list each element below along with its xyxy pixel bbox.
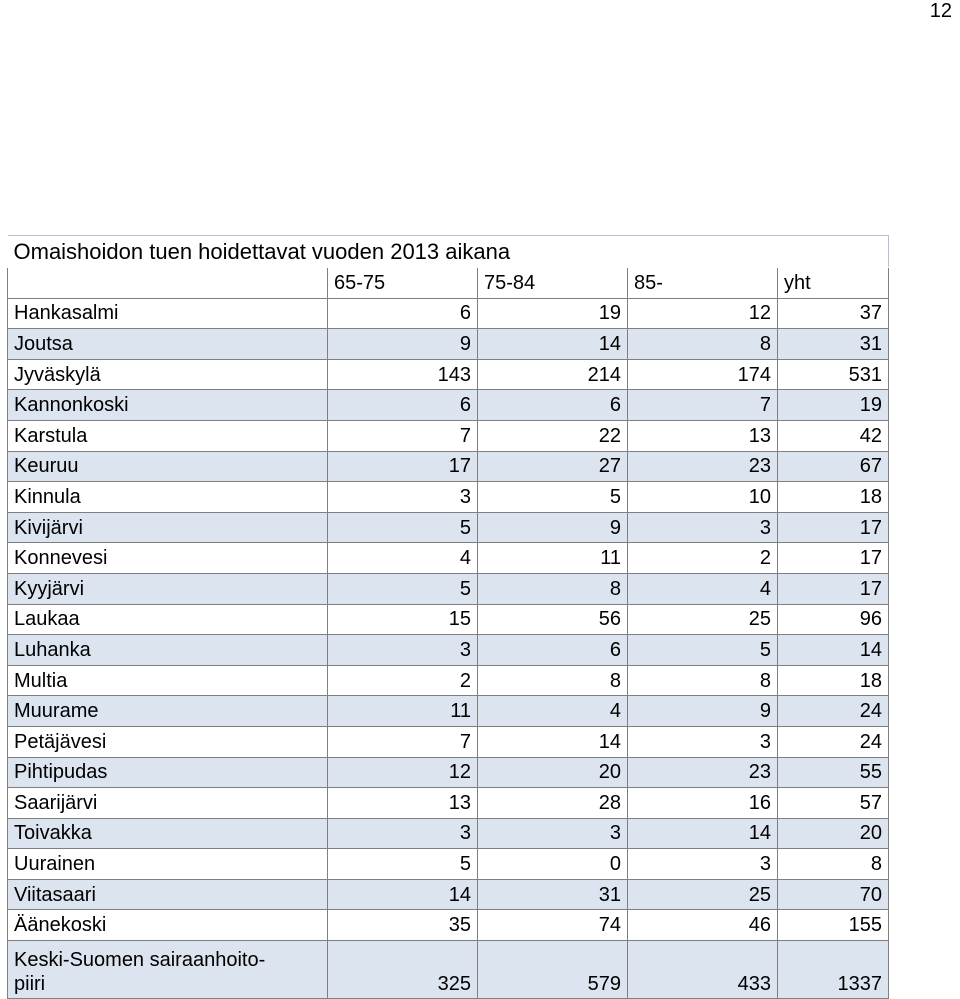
table-row xyxy=(8,543,889,574)
table-cell: 579 xyxy=(478,941,628,999)
table-cell: 14 xyxy=(328,879,478,910)
table-cell: 23 xyxy=(628,757,778,788)
column-header-85: 85- xyxy=(628,268,778,299)
row-label: Äänekoski xyxy=(8,910,328,941)
row-label: Viitasaari xyxy=(8,879,328,910)
row-label: Toivakka xyxy=(8,818,328,849)
table-row xyxy=(8,329,889,360)
table-cell: 15 xyxy=(328,604,478,635)
table-row xyxy=(8,420,889,451)
table-title: Omaishoidon tuen hoidettavat vuoden 2013 aikana xyxy=(8,236,889,268)
table-cell: 18 xyxy=(778,482,889,513)
table-cell: 3 xyxy=(478,818,628,849)
table-cell: 5 xyxy=(328,512,478,543)
column-header-75-84: 75-84 xyxy=(478,268,628,299)
table-row xyxy=(8,298,889,329)
table-cell: 25 xyxy=(628,879,778,910)
table-cell: 11 xyxy=(328,696,478,727)
row-label: Uurainen xyxy=(8,849,328,880)
table-cell: 8 xyxy=(628,665,778,696)
table-header-row xyxy=(8,268,889,299)
table-cell: 5 xyxy=(328,849,478,880)
table-cell: 37 xyxy=(778,298,889,329)
table-cell: 57 xyxy=(778,788,889,819)
table-row xyxy=(8,573,889,604)
table-row xyxy=(8,635,889,666)
table-cell: 17 xyxy=(778,543,889,574)
table-cell: 143 xyxy=(328,359,478,390)
table-cell: 19 xyxy=(478,298,628,329)
table-row xyxy=(8,665,889,696)
table-cell: 3 xyxy=(628,512,778,543)
table-row xyxy=(8,879,889,910)
table-row xyxy=(8,726,889,757)
table-cell: 531 xyxy=(778,359,889,390)
table-cell: 3 xyxy=(328,818,478,849)
table-cell: 46 xyxy=(628,910,778,941)
table-row xyxy=(8,390,889,421)
table-cell: 19 xyxy=(778,390,889,421)
table-cell: 31 xyxy=(778,329,889,360)
table-cell: 74 xyxy=(478,910,628,941)
table-cell: 433 xyxy=(628,941,778,999)
table-cell: 96 xyxy=(778,604,889,635)
table-row xyxy=(8,910,889,941)
table-cell: 325 xyxy=(328,941,478,999)
data-table-container xyxy=(7,235,888,999)
table-cell: 7 xyxy=(628,390,778,421)
table-cell: 10 xyxy=(628,482,778,513)
table-row xyxy=(8,451,889,482)
table-cell: 70 xyxy=(778,879,889,910)
table-cell: 23 xyxy=(628,451,778,482)
table-cell: 25 xyxy=(628,604,778,635)
table-row-total-district xyxy=(8,941,889,999)
table-row xyxy=(8,482,889,513)
table-cell: 14 xyxy=(628,818,778,849)
row-label: Karstula xyxy=(8,420,328,451)
column-header-65-75: 65-75 xyxy=(328,268,478,299)
table-cell: 4 xyxy=(628,573,778,604)
table-cell: 22 xyxy=(478,420,628,451)
data-table xyxy=(7,235,889,999)
table-cell: 13 xyxy=(328,788,478,819)
row-label: Luhanka xyxy=(8,635,328,666)
table-cell: 0 xyxy=(478,849,628,880)
row-label-line2: piiri xyxy=(14,973,46,996)
table-cell: 7 xyxy=(328,420,478,451)
table-cell: 3 xyxy=(628,726,778,757)
table-cell: 2 xyxy=(628,543,778,574)
header-blank-cell xyxy=(8,268,328,299)
table-cell: 17 xyxy=(328,451,478,482)
table-cell: 42 xyxy=(778,420,889,451)
table-cell: 31 xyxy=(478,879,628,910)
table-row xyxy=(8,696,889,727)
row-label: Kyyjärvi xyxy=(8,573,328,604)
table-cell: 174 xyxy=(628,359,778,390)
row-label xyxy=(8,941,328,999)
table-cell: 4 xyxy=(478,696,628,727)
table-cell: 14 xyxy=(478,329,628,360)
table-cell: 3 xyxy=(328,482,478,513)
table-cell: 5 xyxy=(478,482,628,513)
table-cell: 3 xyxy=(628,849,778,880)
table-cell: 55 xyxy=(778,757,889,788)
row-label: Saarijärvi xyxy=(8,788,328,819)
table-cell: 155 xyxy=(778,910,889,941)
table-cell: 8 xyxy=(628,329,778,360)
table-cell: 9 xyxy=(478,512,628,543)
table-row xyxy=(8,512,889,543)
table-cell: 28 xyxy=(478,788,628,819)
table-row xyxy=(8,757,889,788)
table-cell: 1337 xyxy=(778,941,889,999)
table-cell: 14 xyxy=(478,726,628,757)
table-cell: 20 xyxy=(478,757,628,788)
row-label: Multia xyxy=(8,665,328,696)
table-cell: 3 xyxy=(328,635,478,666)
table-cell: 24 xyxy=(778,696,889,727)
table-row xyxy=(8,604,889,635)
table-cell: 16 xyxy=(628,788,778,819)
row-label: Hankasalmi xyxy=(8,298,328,329)
row-label: Laukaa xyxy=(8,604,328,635)
table-cell: 18 xyxy=(778,665,889,696)
row-label: Pihtipudas xyxy=(8,757,328,788)
table-cell: 24 xyxy=(778,726,889,757)
table-cell: 56 xyxy=(478,604,628,635)
table-cell: 11 xyxy=(478,543,628,574)
page-number: 12 xyxy=(929,0,952,22)
table-cell: 4 xyxy=(328,543,478,574)
table-cell: 8 xyxy=(478,573,628,604)
table-cell: 5 xyxy=(328,573,478,604)
row-label: Keuruu xyxy=(8,451,328,482)
table-cell: 12 xyxy=(328,757,478,788)
table-cell: 67 xyxy=(778,451,889,482)
table-title-row xyxy=(8,236,889,268)
row-label: Kivijärvi xyxy=(8,512,328,543)
table-cell: 13 xyxy=(628,420,778,451)
table-row xyxy=(8,359,889,390)
table-cell: 17 xyxy=(778,573,889,604)
table-cell: 9 xyxy=(628,696,778,727)
table-cell: 12 xyxy=(628,298,778,329)
table-cell: 214 xyxy=(478,359,628,390)
table-cell: 20 xyxy=(778,818,889,849)
table-cell: 14 xyxy=(778,635,889,666)
table-row xyxy=(8,849,889,880)
table-cell: 9 xyxy=(328,329,478,360)
table-cell: 8 xyxy=(778,849,889,880)
table-cell: 2 xyxy=(328,665,478,696)
table-cell: 6 xyxy=(328,298,478,329)
table-cell: 27 xyxy=(478,451,628,482)
row-label-line1: Keski-Suomen sairaanhoito- xyxy=(14,949,266,972)
row-label: Joutsa xyxy=(8,329,328,360)
row-label: Muurame xyxy=(8,696,328,727)
table-cell: 35 xyxy=(328,910,478,941)
table-cell: 7 xyxy=(328,726,478,757)
table-cell: 6 xyxy=(328,390,478,421)
row-label: Kinnula xyxy=(8,482,328,513)
table-cell: 5 xyxy=(628,635,778,666)
table-cell: 8 xyxy=(478,665,628,696)
table-row xyxy=(8,788,889,819)
row-label: Jyväskylä xyxy=(8,359,328,390)
table-cell: 17 xyxy=(778,512,889,543)
table-row xyxy=(8,818,889,849)
table-cell: 6 xyxy=(478,635,628,666)
row-label: Petäjävesi xyxy=(8,726,328,757)
row-label: Kannonkoski xyxy=(8,390,328,421)
table-cell: 6 xyxy=(478,390,628,421)
row-label: Konnevesi xyxy=(8,543,328,574)
column-header-yht: yht xyxy=(778,268,889,299)
